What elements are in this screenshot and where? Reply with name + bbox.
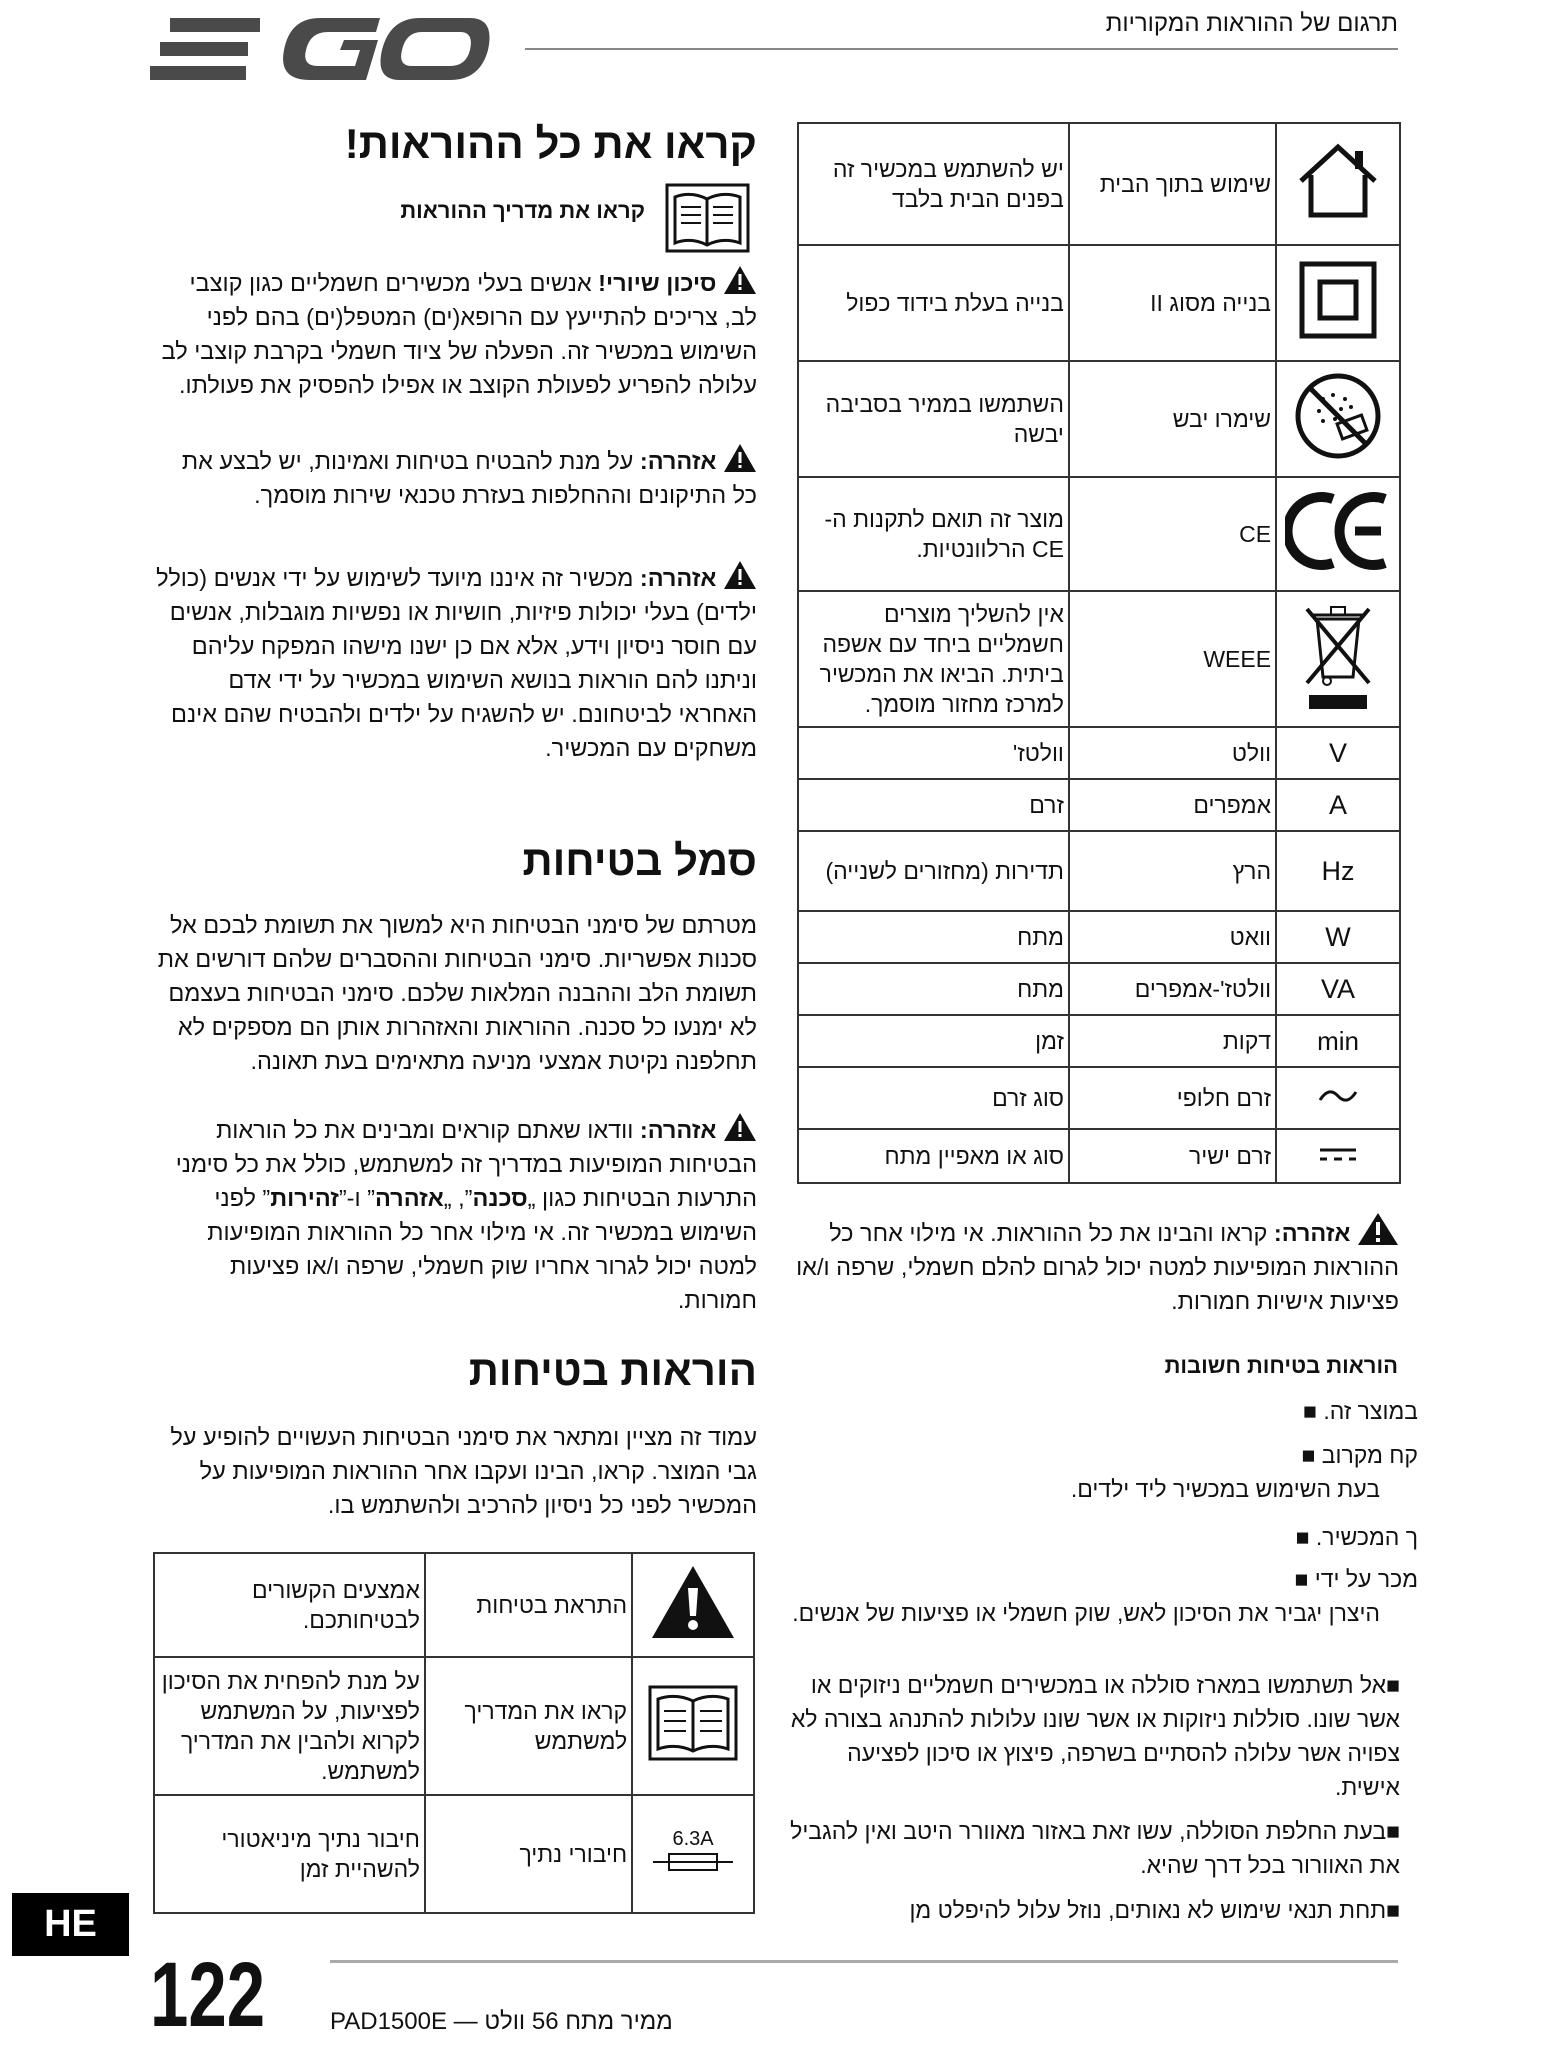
- read-manual-label: קראו את מדריך ההוראות: [400, 198, 645, 223]
- symbol-description: על מנת להפחית את הסיכון לפציעות, על המשתמש לקרוא ולהבין את המדריך למשתמש.: [154, 1657, 425, 1795]
- heading-important-safety: הוראות בטיחות חשובות: [1164, 1353, 1398, 1378]
- ac-icon: [1276, 1067, 1400, 1129]
- symbol-description: מתח: [798, 963, 1069, 1015]
- warning-triangle-icon: [1350, 1220, 1399, 1246]
- caution-word: זהירות: [270, 1185, 339, 1211]
- table-row: [798, 1015, 1400, 1067]
- symbol-description: זרם: [798, 779, 1069, 831]
- list-item: [1294, 1562, 1418, 1596]
- table-row: [798, 591, 1400, 727]
- bullet-mark: ■: [1294, 1566, 1309, 1592]
- warning-triangle-icon: [716, 448, 757, 474]
- warning-triangle-icon: [716, 1117, 757, 1143]
- list-item-continued: בעת השימוש במכשיר ליד ילדים.: [1070, 1476, 1380, 1502]
- watt-symbol: W: [1276, 911, 1400, 963]
- paragraph-symbol-purpose: מטרתם של סימני הבטיחות היא למשוך את תשומת לבכם אל סכנות אפשריות. סימני הבטיחות וההסברים שלהם דורשים את תשומת הלב וההבנה המלאות שלכם. סימני הבטיחות בעצמם לא ימנעו כל סכנה. ההוראות והאזהרות אותן הם מספקים לא תחלפנה נקיטת אמצעי מניעה מתאימים בעת תאונה.: [157, 912, 757, 1074]
- bullet-text: מכר על ידי: [1314, 1566, 1418, 1592]
- keep-dry-icon: [1276, 361, 1400, 477]
- warning-label: אזהרה:: [639, 565, 717, 591]
- residual-risk-label: סיכון שיורי!: [598, 270, 717, 296]
- warning-triangle-icon: [716, 565, 757, 591]
- fuse-icon: [632, 1795, 754, 1913]
- table-row: [154, 1795, 754, 1913]
- bullet-text: תחת תנאי שימוש לא נאותים, נוזל עלול להיפלט מן: [909, 1897, 1387, 1923]
- symbol-name: קראו את המדריך למשתמש: [425, 1657, 632, 1795]
- danger-word: סכנה: [472, 1185, 528, 1211]
- warning-read-text-b: ”, „: [443, 1185, 473, 1211]
- symbol-description: תדירות (מחזורים לשנייה): [798, 831, 1069, 911]
- hertz-symbol: Hz: [1276, 831, 1400, 911]
- volt-symbol: V: [1276, 727, 1400, 779]
- double-insulation-icon: [1276, 245, 1400, 361]
- table-row: [798, 911, 1400, 963]
- heading-read-all: קראו את כל ההוראות!: [344, 120, 757, 167]
- list-item: [1296, 1520, 1418, 1554]
- symbol-name: WEEE: [1069, 591, 1276, 727]
- table-row: [798, 1067, 1400, 1129]
- symbol-description: מתח: [798, 911, 1069, 963]
- list-item: [1303, 1394, 1418, 1428]
- warning-triangle-icon: [632, 1553, 754, 1657]
- symbol-name: שימוש בתוך הבית: [1069, 123, 1276, 245]
- bullet-text: במוצר זה.: [1323, 1398, 1418, 1424]
- ampere-symbol: A: [1276, 779, 1400, 831]
- bullet-mark: ■: [1386, 1897, 1400, 1923]
- symbol-name: חיבורי נתיך: [425, 1795, 632, 1913]
- language-tab: HE: [12, 1893, 129, 1956]
- symbol-description: סוג או מאפיין מתח: [798, 1129, 1069, 1183]
- bullet-mark: ■: [1386, 1672, 1400, 1698]
- footer-rule: [330, 1960, 1398, 1963]
- symbol-name: וולט: [1069, 727, 1276, 779]
- weee-bin-icon: [1276, 591, 1400, 727]
- symbol-description: סוג זרם: [798, 1067, 1069, 1129]
- symbol-name: דקות: [1069, 1015, 1276, 1067]
- right-symbol-table: [797, 122, 1401, 1184]
- heading-safety-symbol: סמל בטיחות: [522, 837, 757, 884]
- symbol-description: אין להשליך מוצרים חשמליים ביחד עם אשפה ביתית. הביאו את המכשיר למרכז מחזור מוסמך.: [798, 591, 1069, 727]
- minutes-symbol: min: [1276, 1015, 1400, 1067]
- symbol-name: בנייה מסוג II: [1069, 245, 1276, 361]
- warning-triangle-icon: [716, 270, 757, 296]
- paragraph-warning-read: [152, 1112, 757, 1317]
- list-item: [785, 1814, 1400, 1882]
- footer-model: PAD1500E — ממיר מתח 56 וולט: [330, 2008, 673, 2035]
- symbol-name: שימרו יבש: [1069, 361, 1276, 477]
- left-symbol-table: [153, 1552, 755, 1914]
- right-warning-text: קראו והבינו את כל ההוראות. אי מילוי אחר כל ההוראות המופיעות למטה יכול לגרום להלם חשמלי, שרפה ו/או פציעות אישיות חמורות.: [796, 1220, 1399, 1314]
- warning-word: אזהרה: [374, 1185, 444, 1211]
- bullet-text: קח מקרוב: [1321, 1442, 1418, 1468]
- symbol-name: וולטז'-אמפרים: [1069, 963, 1276, 1015]
- bullet-mark: ■: [1301, 1442, 1316, 1468]
- paragraph-right-warning: [793, 1212, 1399, 1318]
- paragraph-warning-repair: [152, 443, 757, 512]
- list-item-continued: היצרן יגביר את הסיכון לאש, שוק חשמלי או פציעות של אנשים.: [792, 1600, 1380, 1626]
- table-row: [798, 727, 1400, 779]
- warning-label: אזהרה:: [1273, 1220, 1351, 1246]
- warning-repair-text: על מנת להבטיח בטיחות ואמינות, יש לבצע את כל התיקונים וההחלפות בעזרת טכנאי שירות מוסמך.: [181, 448, 757, 508]
- symbol-name: אמפרים: [1069, 779, 1276, 831]
- warning-read-text-d: ” לפני השימוש במכשיר זה. אי מילוי אחר כל ההוראות המופיעות למטה יכול לגרור אחריו שוק חשמלי, שרפה ו/או פציעות חמורות.: [207, 1185, 757, 1313]
- paragraph-instructions-intro: עמוד זה מציין ומתאר את סימני הבטיחות העשויים להופיע על גבי המוצר. קראו, הבינו ועקבו אחר ההוראות המופיעות על המכשיר לפני כל ניסיון להרכיב ולהשתמש בו.: [170, 1424, 757, 1518]
- warning-label: אזהרה:: [639, 1117, 717, 1143]
- bullet-text: בעת החלפת הסוללה, עשו זאת באזור מאוורר היטב ואין להגביל את האוורור בכל דרך שהיא.: [790, 1818, 1400, 1878]
- warning-read-text-c: ” ו-”: [338, 1185, 375, 1211]
- table-row: [798, 831, 1400, 911]
- symbol-description: בנייה בעלת בידוד כפול: [798, 245, 1069, 361]
- bullet-text: אל תשתמשו במארז סוללה או במכשירים חשמליים ניזוקים או אשר שונו. סוללות ניזוקות או אשר שונו עלולות להתנהג בצורה לא צפויה אשר עלולה להסתיים בשרפה, פיצוץ או סיכון לפציעה אישית.: [790, 1672, 1400, 1800]
- document-title: תרגום של ההוראות המקוריות: [1105, 10, 1398, 37]
- symbol-description: חיבור נתיך מיניאטורי להשהיית זמן: [154, 1795, 425, 1913]
- list-item: [785, 1668, 1400, 1804]
- warning-label: אזהרה:: [639, 448, 717, 474]
- table-row: [798, 477, 1400, 591]
- list-item: [1301, 1438, 1418, 1472]
- bullet-mark: ■: [1386, 1818, 1400, 1844]
- house-icon: [1276, 123, 1400, 245]
- ce-mark-icon: [1276, 477, 1400, 591]
- ego-logo: [150, 10, 490, 90]
- warning-children-text: מכשיר זה איננו מיועד לשימוש על ידי אנשים (כולל ילדים) בעלי יכולות פיזיות, חושיות או נפשיות מוגבלות, אנשים עם חוסר ניסיון וידע, אלא אם כן ישנו מישהו המפקח עליהם וניתנו להם הוראות בנושא השימוש במכשיר על ידי אדם האחראי לביטחונם. יש להשגיח על ילדים ולהבטיח שהם אינם משחקים עם המכשיר.: [156, 565, 757, 761]
- header-rule: [525, 48, 1398, 50]
- table-row: [798, 779, 1400, 831]
- symbol-description: מוצר זה תואם לתקנות ה-CE הרלוונטיות.: [798, 477, 1069, 591]
- table-row: [154, 1657, 754, 1795]
- symbol-name: התראת בטיחות: [425, 1553, 632, 1657]
- symbol-name: וואט: [1069, 911, 1276, 963]
- symbol-description: יש להשתמש במכשיר זה בפנים הבית בלבד: [798, 123, 1069, 245]
- list-item: [785, 1893, 1400, 1927]
- volt-ampere-symbol: VA: [1276, 963, 1400, 1015]
- table-row: [154, 1553, 754, 1657]
- table-row: [798, 245, 1400, 361]
- bullet-mark: ■: [1295, 1524, 1310, 1550]
- bullet-mark: ■: [1303, 1398, 1317, 1424]
- paragraph-residual-risk: [152, 265, 757, 402]
- symbol-name: הרץ: [1069, 831, 1276, 911]
- dc-icon: [1276, 1129, 1400, 1183]
- symbol-description: השתמשו בממיר בסביבה יבשה: [798, 361, 1069, 477]
- bullet-text: ך המכשיר.: [1315, 1524, 1418, 1550]
- table-row: [798, 123, 1400, 245]
- page-number: 122: [150, 1944, 266, 2046]
- symbol-name: זרם חלופי: [1069, 1067, 1276, 1129]
- paragraph-warning-children: [152, 560, 757, 765]
- residual-risk-text: אנשים בעלי מכשירים חשמליים כגון קוצבי לב, צריכים להתייעץ עם הרופא(ים) המטפל(ים) בהם לפני השימוש במכשיר זה. הפעלה של ציוד חשמלי בקרבת קוצבי לב עלולה להפריע לפעולת הקוצב או אפילו להפסיק את פעולתו.: [161, 270, 757, 398]
- symbol-description: אמצעים הקשורים לבטיחותכם.: [154, 1553, 425, 1657]
- symbol-description: וולטז': [798, 727, 1069, 779]
- symbol-name: CE: [1069, 477, 1276, 591]
- read-manual-icon: [665, 183, 750, 253]
- fuse-rating: 6.3A: [672, 1827, 714, 1850]
- table-row: [798, 361, 1400, 477]
- symbol-description: זמן: [798, 1015, 1069, 1067]
- heading-safety-instructions: הוראות בטיחות: [468, 1347, 757, 1394]
- table-row: [798, 963, 1400, 1015]
- read-manual-icon: [632, 1657, 754, 1795]
- symbol-name: זרם ישיר: [1069, 1129, 1276, 1183]
- warning-read-text-a: וודאו שאתם קוראים ומבינים את כל הוראות הבטיחות המופיעות במדריך זה למשתמש, כולל את כל סימני התרעות הבטיחות כגון „: [175, 1117, 757, 1211]
- table-row: [798, 1129, 1400, 1183]
